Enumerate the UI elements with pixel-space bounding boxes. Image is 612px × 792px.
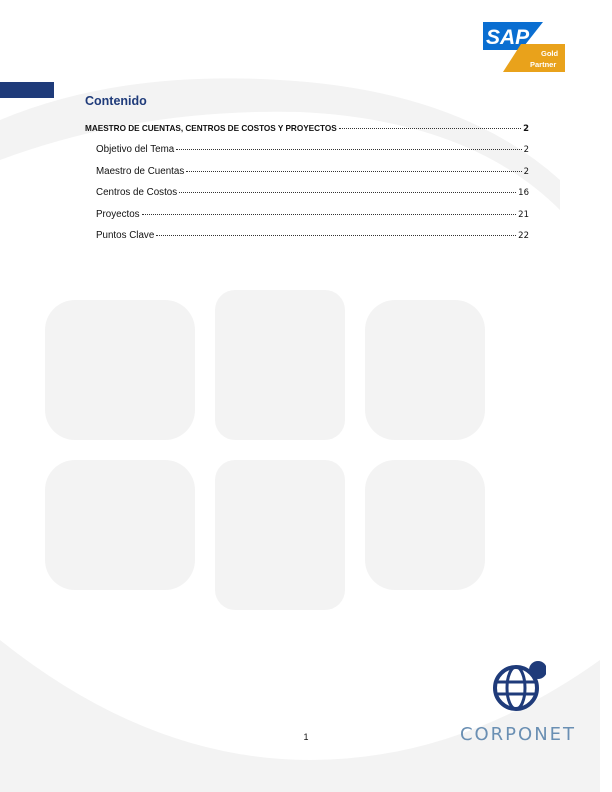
toc-entry[interactable] [85, 209, 529, 231]
toc-entry[interactable] [85, 124, 529, 144]
toc-leader-dots [179, 192, 516, 193]
toc-entry-label: Objetivo del Tema [96, 144, 175, 155]
toc-entry-page: 2 [523, 145, 529, 155]
toc-leader-dots [176, 149, 521, 150]
table-of-contents [85, 94, 529, 252]
corponet-wordmark: CORPONET [459, 724, 577, 745]
globe-icon [490, 660, 546, 712]
header-accent-bar [0, 82, 54, 98]
toc-leader-dots [339, 128, 521, 129]
toc-entry-label: Centros de Costos [96, 187, 178, 198]
toc-entry[interactable] [85, 144, 529, 166]
toc-entry[interactable] [85, 166, 529, 188]
toc-leader-dots [156, 235, 516, 236]
toc-entry-page: 21 [518, 209, 529, 220]
toc-entry-label: Puntos Clave [96, 230, 155, 241]
svg-text:SAP: SAP [486, 26, 530, 49]
toc-entry-label: MAESTRO DE CUENTAS, CENTROS DE COSTOS Y PROYECTOS [85, 124, 337, 133]
toc-leader-dots [142, 214, 517, 215]
toc-entry-page: 2 [523, 124, 529, 134]
svg-text:Gold: Gold [541, 49, 559, 58]
sap-gold-partner-logo [483, 22, 565, 72]
toc-entry-page: 2 [523, 166, 529, 177]
page-number: 1 [303, 732, 309, 742]
toc-entry[interactable] [85, 230, 529, 252]
toc-entry-label: Maestro de Cuentas [96, 165, 185, 177]
toc-entry-label: Proyectos [96, 208, 140, 220]
toc-entry-page: 22 [518, 231, 529, 241]
toc-entry[interactable] [85, 187, 529, 209]
toc-title: Contenido [85, 94, 147, 108]
corponet-logo [458, 660, 578, 750]
toc-leader-dots [186, 171, 521, 172]
toc-entry-page: 16 [518, 188, 529, 198]
svg-text:Partner: Partner [530, 60, 557, 69]
